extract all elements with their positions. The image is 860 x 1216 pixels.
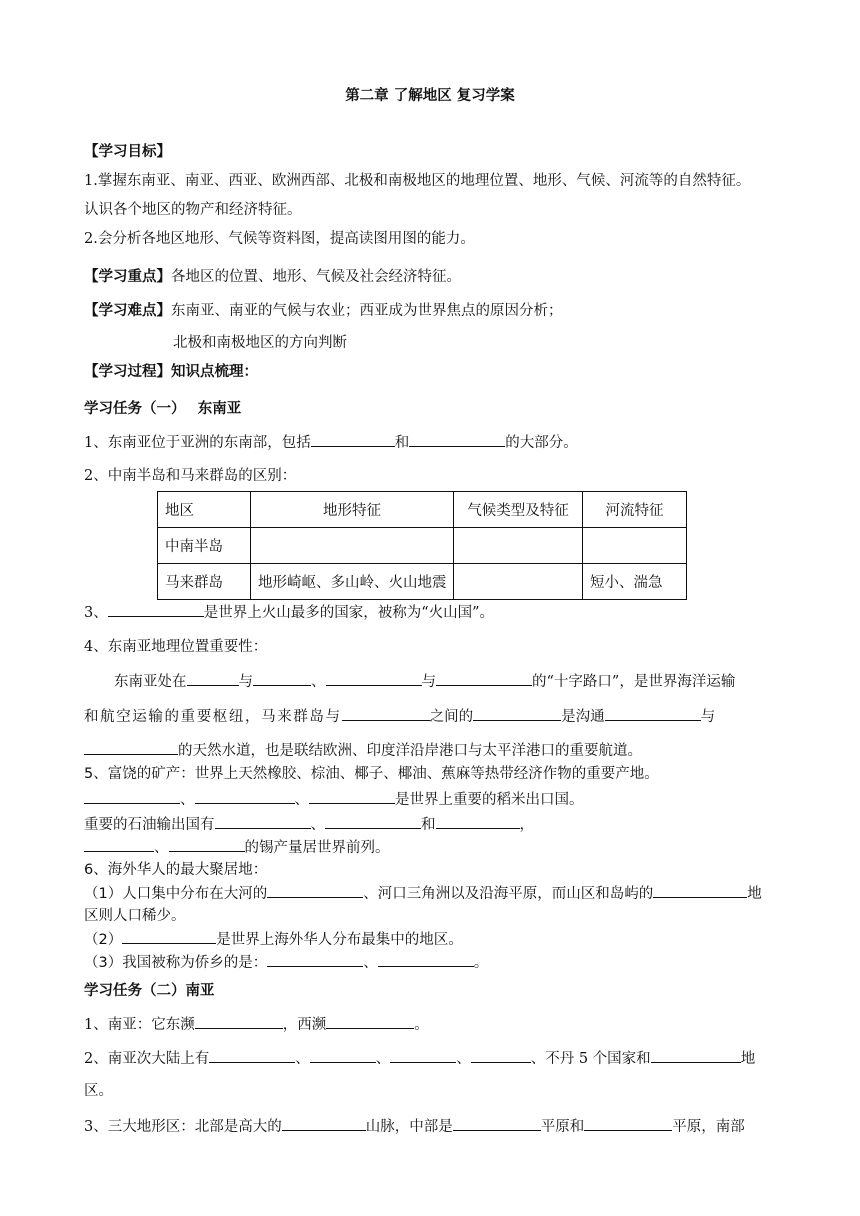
task1-q5: 5、富饶的矿产：世界上天然橡胶、棕油、椰子、椰油、蕉麻等热带经济作物的重要产地。 [84, 766, 659, 782]
para-text: 是世界上重要的稻米出口国。 [395, 792, 584, 808]
answer-blank[interactable] [122, 929, 216, 944]
table-header-row [158, 492, 687, 528]
answer-blank[interactable] [378, 952, 474, 967]
task2-q1 [84, 1014, 429, 1035]
answer-blank[interactable] [326, 671, 422, 686]
answer-blank[interactable] [267, 883, 363, 898]
task1-q1-text: 和 [394, 435, 410, 451]
key-points-text: 各地区的位置、地形、气候及社会经济特征。 [171, 269, 461, 285]
table-cell[interactable] [454, 528, 583, 564]
goals-item-2: 2.会分析各地区地形、气候等资料图，提高读图用图的能力。 [84, 231, 475, 247]
answer-blank[interactable] [169, 837, 245, 852]
para-text: 平原，南部 [672, 1119, 745, 1135]
para-text: （3）我国被称为侨乡的是： [84, 955, 268, 971]
task1-q5d [84, 837, 390, 858]
task1-q3-text: 是世界上火山最多的国家，被称为“火山国”。 [203, 605, 495, 621]
para-text: 东南亚处在 [114, 674, 187, 690]
table-row [158, 564, 687, 600]
task1-heading: 学习任务（一） 东南亚 [84, 401, 242, 417]
para-text: 与 [700, 709, 716, 725]
task1-q1 [84, 432, 578, 453]
para-text: 地 [740, 1051, 756, 1067]
task1-q3 [84, 602, 494, 623]
para-text: 之间的 [429, 709, 474, 725]
table-header-cell: 气候类型及特征 [454, 492, 583, 528]
answer-blank[interactable] [473, 706, 561, 721]
para-text: 是世界上海外华人分布最集中的地区。 [216, 932, 463, 948]
page-title: 第二章 了解地区 复习学案 [345, 88, 515, 104]
para-text: 、 [180, 792, 195, 808]
answer-blank[interactable] [267, 952, 363, 967]
task1-q6c [84, 952, 488, 973]
task1-q1-text: 的大部分。 [505, 435, 578, 451]
answer-blank[interactable] [390, 1048, 456, 1063]
goals-heading: 【学习目标】 [84, 144, 171, 160]
comparison-table [157, 491, 687, 600]
task1-q4-p3 [84, 740, 642, 761]
task1-q6: 6、海外华人的最大聚居地： [84, 862, 268, 878]
table-cell[interactable] [583, 528, 687, 564]
answer-blank[interactable] [310, 1048, 376, 1063]
para-text: 和 [421, 817, 436, 833]
process-line [84, 362, 258, 382]
para-text: 、 [363, 955, 378, 971]
task1-q4-p2 [84, 706, 715, 727]
table-header-cell: 地形特征 [251, 492, 454, 528]
answer-blank[interactable] [325, 814, 421, 829]
task1-q4-p1 [114, 671, 735, 692]
answer-blank[interactable] [84, 740, 178, 755]
para-text: 、河口三角洲以及沿海平原，而山区和岛屿的 [363, 886, 654, 902]
para-text: 的“十字路口”，是世界海洋运输 [532, 674, 736, 690]
answer-blank[interactable] [342, 706, 430, 721]
para-text: 、 [154, 840, 169, 856]
para-text: 和航空运输的重要枢纽，马来群岛与 [84, 709, 342, 725]
answer-blank[interactable] [187, 671, 239, 686]
task1-q6a [84, 883, 762, 904]
para-text: 的天然水道，也是联结欧洲、印度洋沿岸港口与太平洋港口的重要航道。 [178, 743, 642, 759]
table-header-cell: 地区 [158, 492, 251, 528]
task1-q3-text: 3、 [84, 605, 108, 621]
key-points-heading: 【学习重点】 [84, 269, 171, 285]
table-cell: 中南半岛 [158, 528, 251, 564]
difficult-points-heading: 【学习难点】 [84, 303, 171, 319]
table-cell: 短小、湍急 [583, 564, 687, 600]
answer-blank[interactable] [215, 814, 311, 829]
para-text: 、不丹 5 个国家和 [530, 1051, 651, 1067]
answer-blank[interactable] [84, 837, 154, 852]
table-cell: 地形崎岖、多山岭、火山地震 [251, 564, 454, 600]
answer-blank[interactable] [605, 706, 701, 721]
answer-blank[interactable] [471, 1048, 531, 1063]
answer-blank[interactable] [436, 814, 520, 829]
para-text: 1、南亚：它东濒 [84, 1017, 195, 1033]
task1-q5b [84, 789, 584, 810]
task1-q5c [84, 814, 534, 835]
task2-q3 [84, 1116, 745, 1137]
para-text: 、 [295, 1051, 310, 1067]
answer-blank[interactable] [195, 1014, 283, 1029]
table-row [158, 528, 687, 564]
answer-blank[interactable] [253, 671, 311, 686]
table-cell[interactable] [454, 564, 583, 600]
table-cell: 马来群岛 [158, 564, 251, 600]
answer-blank[interactable] [209, 1048, 295, 1063]
para-text: 平原和 [540, 1119, 585, 1135]
task1-q4: 4、东南亚地理位置重要性： [84, 639, 268, 655]
answer-blank[interactable] [651, 1048, 741, 1063]
answer-blank[interactable] [309, 789, 395, 804]
para-text: 的锡产量居世界前列。 [244, 840, 390, 856]
para-text: ， [519, 817, 534, 833]
para-text: ，西濒 [282, 1017, 327, 1033]
task1-q2: 2、中南半岛和马来群岛的区别： [84, 468, 297, 484]
para-text: 重要的石油输出国有 [84, 817, 215, 833]
task2-heading: 学习任务（二）南亚 [84, 983, 215, 999]
task1-q6b [84, 929, 463, 950]
para-text: 。 [473, 955, 489, 971]
answer-blank[interactable] [311, 432, 395, 447]
para-text: （2） [84, 932, 123, 948]
para-text: 、 [311, 674, 326, 690]
para-text: 2、南亚次大陆上有 [84, 1051, 210, 1067]
answer-blank[interactable] [453, 1116, 541, 1131]
para-text: 。 [414, 1017, 429, 1033]
para-text: （1）人口集中分布在大河的 [84, 886, 268, 902]
para-text: 3、三大地形区：北部是高大的 [84, 1119, 282, 1135]
process-subheading: 知识点梳理： [171, 364, 258, 380]
answer-blank[interactable] [326, 1014, 414, 1029]
difficult-points-line [84, 301, 563, 321]
task1-q1-text: 1、东南亚位于亚洲的东南部，包括 [84, 435, 311, 451]
para-text: 、 [456, 1051, 471, 1067]
task1-q6a-cont: 区则人口稀少。 [84, 908, 186, 924]
answer-blank[interactable] [282, 1116, 366, 1131]
para-text: 、 [294, 792, 309, 808]
answer-blank[interactable] [436, 671, 532, 686]
key-points-line [84, 267, 461, 287]
task2-q2 [84, 1048, 755, 1069]
table-cell[interactable] [251, 528, 454, 564]
goals-item-1: 1.掌握东南亚、南亚、西亚、欧洲西部、北极和南极地区的地理位置、地形、气候、河流等的自然特征。 [84, 173, 751, 189]
task2-q2-cont: 区。 [84, 1083, 113, 1099]
difficult-points-text-2: 北极和南极地区的方向判断 [173, 335, 347, 351]
answer-blank[interactable] [84, 789, 180, 804]
answer-blank[interactable] [653, 883, 747, 898]
answer-blank[interactable] [584, 1116, 672, 1131]
difficult-points-text: 东南亚、南亚的气候与农业；西亚成为世界焦点的原因分析； [171, 303, 563, 319]
para-text: 地 [747, 886, 762, 902]
para-text: 山脉，中部是 [365, 1119, 453, 1135]
para-text: 、 [310, 817, 325, 833]
para-text: 与 [421, 674, 436, 690]
para-text: 与 [238, 674, 253, 690]
answer-blank[interactable] [409, 432, 505, 447]
answer-blank[interactable] [195, 789, 295, 804]
process-heading: 【学习过程】 [84, 364, 171, 380]
goals-item-1-cont: 认识各个地区的物产和经济特征。 [84, 202, 302, 218]
table-header-cell: 河流特征 [583, 492, 687, 528]
para-text: 、 [375, 1051, 391, 1067]
para-text: 是沟通 [561, 709, 605, 725]
answer-blank[interactable] [108, 602, 204, 617]
